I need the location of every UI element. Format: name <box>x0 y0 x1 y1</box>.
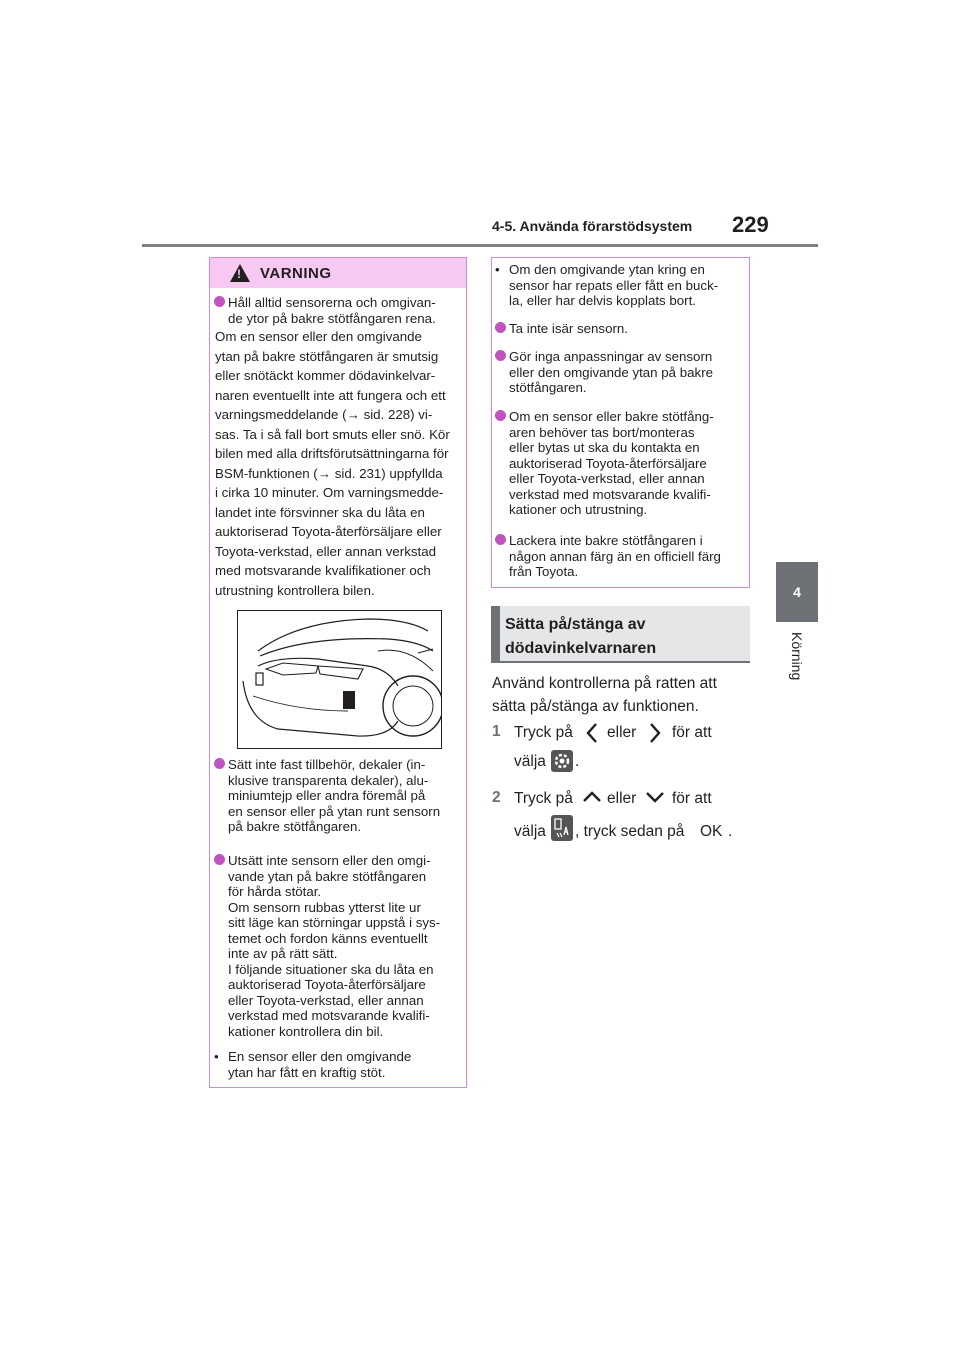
header-rule <box>142 244 818 247</box>
text-line: BSM-funktionen (→ sid. 231) uppfyllda <box>215 465 443 481</box>
text-line: auktoriserad Toyota-återförsäljare <box>509 455 707 471</box>
bullet-dot-icon <box>495 534 506 545</box>
car-rear-bumper-image <box>238 611 441 748</box>
text-line: eller den omgivande ytan på bakre <box>509 364 714 380</box>
text-line: dödavinkelvarnaren <box>505 640 657 657</box>
warning-bullet-3 <box>228 853 464 1039</box>
text-line: i cirka 10 minuter. Om varningsmedde- <box>215 485 444 500</box>
text-line: de ytor på bakre stötfångaren rena. <box>228 310 436 326</box>
text-line: kationer och utrustning. <box>509 502 648 517</box>
text-line: för hårda stötar. <box>228 884 322 899</box>
text-line: Sätt inte fast tillbehör, dekaler (in- <box>228 757 426 772</box>
info-sub-item-2 <box>495 262 745 309</box>
text-line: Lackera inte bakre stötfångaren i <box>509 533 703 548</box>
text-line: från Toyota. <box>509 564 579 579</box>
bullet-dot-icon <box>495 350 506 361</box>
text-line: vande ytan på bakre stötfångaren <box>228 868 427 884</box>
text-line: bilen med alla driftsförutsättningarna för <box>215 446 449 461</box>
bullet-dot-icon <box>214 854 225 865</box>
text-line: utrustning kontrollera bilen. <box>215 582 375 598</box>
text-line: Gör inga anpassningar av sensorn <box>509 349 713 364</box>
text-line: eller snötäckt kommer dödavinkelvar- <box>215 368 436 383</box>
chevron-left-icon <box>585 722 599 744</box>
chapter-tab-number: 4 <box>776 562 818 622</box>
text-line: verkstad med motsvarande kvalifi- <box>228 1008 430 1023</box>
text-line: landet inte försvinner ska du låta en <box>215 504 425 520</box>
step-2-text-c: för att <box>672 790 712 807</box>
warning-sub-item-1 <box>214 1049 464 1080</box>
text-line: inte av på rätt sätt. <box>228 946 338 961</box>
text-line: la, eller har delvis kopplats bort. <box>509 293 696 308</box>
step-2-text-e: , tryck sedan på <box>575 823 685 840</box>
step-1-number: 1 <box>492 723 501 740</box>
chevron-right-icon <box>648 722 662 744</box>
warning-triangle-icon <box>230 264 250 282</box>
text-line: någon annan färg än en officiell färg <box>509 548 721 564</box>
step-2-text-d: välja <box>514 823 546 840</box>
text-line: naren eventuellt inte att fungera och ett <box>215 387 446 403</box>
text-line: eller Toyota-verkstad, eller annan <box>228 992 424 1008</box>
text-line: ytan har fått en kraftig stöt. <box>228 1064 386 1080</box>
step-1-text-b: eller <box>607 724 637 741</box>
text-line: aren behöver tas bort/monteras <box>509 424 695 440</box>
chapter-tab-label: Körning <box>789 632 805 681</box>
sub-bullet-icon: • <box>495 262 500 277</box>
warning-bullet-1 <box>228 295 464 326</box>
header-section-title: 4-5. Använda förarstödsystem <box>492 218 693 234</box>
text-line: I följande situationer ska du låta en <box>228 961 434 977</box>
text-line: sitt läge kan störningar uppstå i sys- <box>228 915 441 930</box>
step-1-text-d: välja <box>514 753 546 770</box>
text-line: verkstad med motsvarande kvalifi- <box>509 486 711 502</box>
text-line: stötfångaren. <box>509 380 587 395</box>
bullet-dot-icon <box>495 410 506 421</box>
text-line: Om en sensor eller den omgivande <box>215 329 422 344</box>
section-heading <box>491 606 750 663</box>
text-line: Ta inte isär sensorn. <box>509 321 628 336</box>
warning-paragraph <box>215 327 465 600</box>
text-line: klusive transparenta dekaler), alu- <box>228 772 429 788</box>
section-heading-bar <box>491 606 500 663</box>
text-line: auktoriserad Toyota-återförsäljare <box>228 977 426 992</box>
text-line: Håll alltid sensorerna och omgivan- <box>228 295 436 310</box>
text-line: Om sensorn rubbas ytterst lite ur <box>228 899 421 915</box>
settings-gear-icon <box>551 750 573 772</box>
text-line: sas. Ta i så fall bort smuts eller snö. Kör <box>215 426 450 442</box>
bsm-icon <box>551 815 573 841</box>
text-line: auktoriserad Toyota-återförsäljare eller <box>215 524 442 539</box>
step-2-text-b: eller <box>607 790 637 807</box>
info-bullet-6 <box>509 409 745 518</box>
info-bullet-4 <box>509 321 745 337</box>
text-line: Utsätt inte sensorn eller den omgi- <box>228 853 431 868</box>
text-line: Om den omgivande ytan kring en <box>509 262 705 277</box>
warning-header <box>210 258 466 288</box>
text-line: Sätta på/stänga av <box>505 616 646 633</box>
step-1-text-c: för att <box>672 724 712 741</box>
text-line: En sensor eller den omgivande <box>228 1049 412 1064</box>
info-bullet-7 <box>509 533 745 580</box>
text-line: eller Toyota-verkstad, eller annan <box>509 471 705 486</box>
text-line: Om en sensor eller bakre stötfång- <box>509 409 714 424</box>
chevron-down-icon <box>645 790 665 804</box>
text-line: Använd kontrollerna på ratten att <box>492 675 717 692</box>
info-bullet-5 <box>509 349 745 396</box>
text-line: Toyota-verkstad, eller annan verkstad <box>215 543 436 559</box>
text-line: miniumtejp eller andra föremål på <box>228 788 426 803</box>
text-line: sätta på/stänga av funktionen. <box>492 698 699 715</box>
ok-button-label: OK <box>700 823 723 840</box>
step-2-text-f: . <box>728 823 733 840</box>
chevron-up-icon <box>582 790 602 804</box>
text-line: varningsmeddelande (→ sid. 228) vi- <box>215 407 433 422</box>
text-line: på bakre stötfångaren. <box>228 819 362 834</box>
section-heading-text <box>505 613 656 661</box>
warning-bullet-2 <box>228 757 464 835</box>
warning-title: VARNING <box>260 265 332 282</box>
page-number: 229 <box>732 212 769 237</box>
step-1-text-a: Tryck på <box>514 724 573 741</box>
text-line: med motsvarande kvalifikationer och <box>215 563 431 578</box>
car-rear-illustration <box>237 610 442 749</box>
step-1-text-e: . <box>575 753 580 770</box>
text-line: kationer kontrollera din bil. <box>228 1023 384 1039</box>
bullet-dot-icon <box>214 296 225 307</box>
bullet-dot-icon <box>214 758 225 769</box>
sub-bullet-icon: • <box>214 1049 219 1064</box>
step-2-text-a: Tryck på <box>514 790 573 807</box>
text-line: sensor har repats eller fått en buck- <box>509 277 719 293</box>
text-line: ytan på bakre stötfångaren är smutsig <box>215 348 439 364</box>
text-line: temet och fordon känns eventuellt <box>228 930 428 946</box>
bullet-dot-icon <box>495 322 506 333</box>
step-2-number: 2 <box>492 789 501 806</box>
text-line: eller bytas ut ska du kontakta en <box>509 440 700 455</box>
section-intro <box>492 672 717 718</box>
text-line: en sensor eller på ytan runt sensorn <box>228 803 441 819</box>
